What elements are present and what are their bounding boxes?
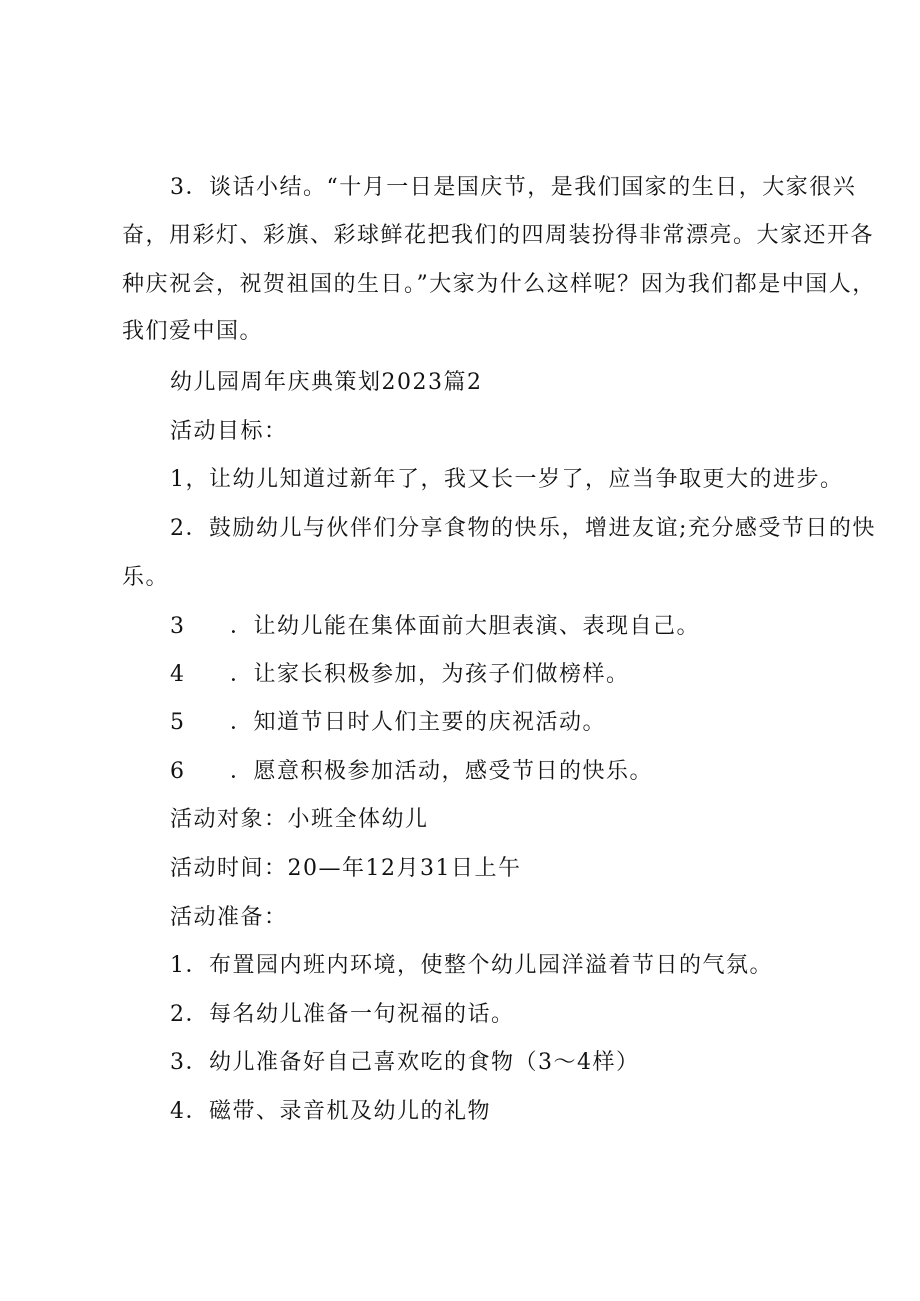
prep-title: 活动准备： bbox=[170, 905, 288, 930]
prep-item: 4．磁带、录音机及幼儿的礼物 bbox=[170, 1099, 491, 1124]
activity-target: 活动对象：小班全体幼儿 bbox=[170, 807, 429, 832]
paragraph-line: 我们爱中国。 bbox=[122, 319, 264, 344]
goal-text: ．让幼儿能在集体面前大胆表演、表现自己。 bbox=[230, 614, 701, 639]
goal-text: ．知道节日时人们主要的庆祝活动。 bbox=[230, 710, 607, 735]
goal-item bbox=[170, 660, 630, 690]
prep-item: 2．每名幼儿准备一句祝福的话。 bbox=[170, 1002, 515, 1027]
goal-number: 6 bbox=[170, 759, 186, 784]
section-heading: 幼儿园周年庆典策划2023篇2 bbox=[170, 370, 483, 395]
goal-number: 3 bbox=[170, 614, 186, 639]
prep-item: 3．幼儿准备好自己喜欢吃的食物（3～4样） bbox=[170, 1050, 640, 1075]
prep-item: 1．布置园内班内环境，使整个幼儿园洋溢着节日的气氛。 bbox=[170, 953, 773, 978]
goal-number: 5 bbox=[170, 710, 186, 735]
goal-text: ．让家长积极参加，为孩子们做榜样。 bbox=[230, 662, 630, 687]
goal-item bbox=[170, 708, 606, 738]
goal-item-continuation: 乐。 bbox=[122, 565, 170, 590]
paragraph-line: 3．谈话小结。“十月一日是国庆节，是我们国家的生日，大家很兴 bbox=[170, 175, 857, 200]
paragraph-line: 奋，用彩灯、彩旗、彩球鲜花把我们的四周装扮得非常漂亮。大家还开各 bbox=[122, 223, 875, 248]
goal-item: 1，让幼儿知道过新年了，我又长一岁了，应当争取更大的进步。 bbox=[170, 467, 844, 492]
goal-item bbox=[170, 757, 653, 787]
goals-title: 活动目标： bbox=[170, 419, 288, 444]
goal-item: 2．鼓励幼儿与伙伴们分享食物的快乐，增进友谊;充分感受节日的快 bbox=[170, 516, 876, 541]
goal-item bbox=[170, 612, 700, 642]
goal-number: 4 bbox=[170, 662, 186, 687]
activity-time: 活动时间：20—年12月31日上午 bbox=[170, 856, 522, 881]
paragraph-line: 种庆祝会，祝贺祖国的生日。”大家为什么这样呢？因为我们都是中国人， bbox=[122, 272, 876, 297]
goal-text: ．愿意积极参加活动，感受节日的快乐。 bbox=[230, 759, 654, 784]
